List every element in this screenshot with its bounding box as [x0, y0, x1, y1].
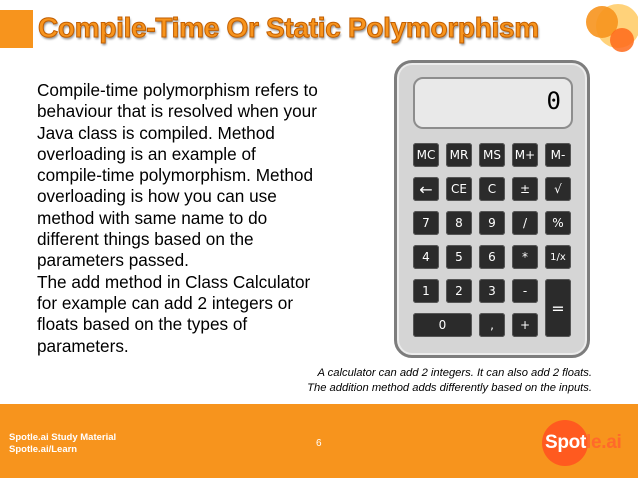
body-line: The add method in Class Calculator: [37, 271, 311, 292]
calc-key-equals: =: [545, 279, 571, 337]
calc-key-1: 1: [413, 279, 439, 303]
calc-key-multiply: *: [512, 245, 538, 269]
calc-key-4: 4: [413, 245, 439, 269]
title-accent-bar: [0, 10, 33, 48]
calc-key-percent: %: [545, 211, 571, 235]
calculator-illustration: [394, 60, 590, 358]
body-line: overloading is how you can use: [37, 186, 277, 207]
calc-key-ce: CE: [446, 177, 472, 201]
calc-key-9: 9: [479, 211, 505, 235]
body-line: parameters.: [37, 335, 129, 356]
slide-title: Compile-Time Or Static Polymorphism: [38, 12, 539, 43]
calc-key-divide: /: [512, 211, 538, 235]
calc-key-plus-minus: ±: [512, 177, 538, 201]
body-line: different things based on the: [37, 229, 254, 250]
caption-line: The addition method adds differently based on the inputs.: [307, 382, 592, 394]
logo-text: [545, 432, 622, 454]
footer-bar: [0, 404, 638, 478]
footer-credits: [9, 432, 116, 456]
body-line: method with same name to do: [37, 207, 268, 228]
logo-text-part1: Spot: [545, 432, 587, 453]
calc-key-minus: -: [512, 279, 538, 303]
body-line: compile-time polymorphism. Method: [37, 165, 314, 186]
calc-key-6: 6: [479, 245, 505, 269]
display-value: 0: [546, 87, 561, 115]
decorative-blob-icon: [578, 0, 638, 60]
body-line: for example can add 2 integers or: [37, 292, 294, 313]
footer-link[interactable]: Spotle.ai/Learn: [9, 444, 78, 455]
calc-key-8: 8: [446, 211, 472, 235]
calc-key-ms: MS: [479, 143, 505, 167]
calc-key-7: 7: [413, 211, 439, 235]
calc-key-m-minus: M-: [545, 143, 571, 167]
spotle-logo: [542, 420, 638, 468]
body-line: Java class is compiled. Method: [37, 122, 275, 143]
calc-key-sqrt: √: [545, 177, 571, 201]
calc-key-3: 3: [479, 279, 505, 303]
calc-key-m-plus: M+: [512, 143, 538, 167]
body-line: parameters passed.: [37, 250, 189, 271]
calc-key-backspace: ←: [413, 177, 439, 201]
calc-key-mc: MC: [413, 143, 439, 167]
page-number: 6: [316, 438, 322, 449]
calc-key-2: 2: [446, 279, 472, 303]
calc-key-reciprocal: 1/x: [545, 245, 571, 269]
body-line: Compile-time polymorphism refers to: [37, 80, 318, 100]
logo-text-part2: le.ai: [586, 432, 622, 453]
body-line: floats based on the types of: [37, 314, 248, 335]
calculator-caption: [307, 366, 592, 396]
calc-key-0: 0: [413, 313, 472, 337]
body-paragraph: [37, 80, 337, 357]
footer-study-material: Spotle.ai Study Material: [9, 432, 117, 443]
calc-key-5: 5: [446, 245, 472, 269]
calc-key-plus: +: [512, 313, 538, 337]
calc-key-c: C: [479, 177, 505, 201]
body-line: behaviour that is resolved when your: [37, 101, 317, 122]
calc-key-mr: MR: [446, 143, 472, 167]
body-line: overloading is an example of: [37, 143, 256, 164]
calc-key-comma: ,: [479, 313, 505, 337]
calculator-display: [413, 77, 573, 129]
caption-line: A calculator can add 2 integers. It can also add 2 floats.: [317, 367, 592, 379]
